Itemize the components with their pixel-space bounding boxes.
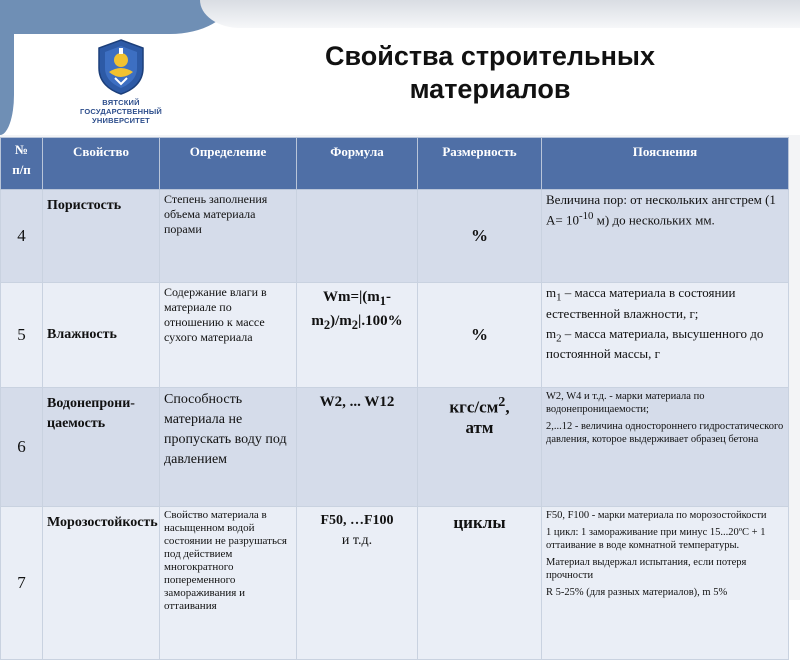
table-row [1,190,789,283]
property-formula: F50, …F100 и т.д. [297,507,418,660]
property-notes [542,507,789,660]
note-line: R 5-25% (для разных материалов), m 5% [546,587,728,598]
note-line: F50, F100 - марки материала по морозостойкости [546,510,767,521]
note-line: 2,...12 - величина одностороннего гидростатического давления, которое выдерживает образец бетона [546,421,784,445]
property-formula [297,190,418,283]
column-header-property: Свойство [43,138,160,190]
header-text: № [14,142,29,157]
property-name: Влажность [43,283,160,388]
property-name: Водонепрони- цаемость [43,388,160,507]
university-crest-icon [95,38,147,96]
university-name-line: ГОСУДАРСТВЕННЫЙ [80,107,162,116]
decorative-swoosh-right [200,0,800,28]
note-line: Величина пор: от нескольких ангстрем (1 $А= 10^{-10}$ м) до нескольких мм. [546,192,776,228]
properties-table-container [0,137,788,612]
note-line: 1 цикл: 1 замораживание при минус 15...20ºC + 1 оттаивание в воде комнатной температуры. [546,527,766,551]
column-header-definition: Определение [160,138,297,190]
header-text: п/п [12,162,31,177]
slide-title [260,40,720,106]
table-row [1,507,789,660]
table-row [1,388,789,507]
university-name [66,98,176,125]
note-line: $m_2$ – масса материала, высушенного до постоянной массы, г [546,325,764,362]
property-definition: Степень заполнения объема материала порами [160,190,297,283]
property-name: Пористость [43,190,160,283]
column-header-formula: Формула [297,138,418,190]
slide-title-line: Свойства строительных [324,41,656,71]
property-notes [542,283,789,388]
note-line: Материал выдержал испытания, если потеря прочности [546,557,747,581]
property-definition: Содержание влаги в материале по отношению к массе сухого материала [160,283,297,388]
table-header-row [1,138,789,190]
column-header-number [1,138,43,190]
university-name-line: ВЯТСКИЙ [102,98,140,107]
row-number: 5 [1,283,43,388]
property-notes [542,190,789,283]
property-notes [542,388,789,507]
university-name-line: УНИВЕРСИТЕТ [92,116,150,125]
column-header-notes: Пояснения [542,138,789,190]
note-line: W2, W4 и т.д. - марки материала по водонепроницаемости; [546,391,705,415]
property-formula: $Wm=|(m_1-m_2)/m_2|.100\%$ [297,283,418,388]
decorative-swoosh-top [0,0,230,34]
property-dimension: кгс/$см^2$, атм [418,388,542,507]
row-number: 7 [1,507,43,660]
properties-table [0,137,789,660]
note-line: $m_1$ – масса материала в состоянии естественной влажности, г; [546,285,736,321]
column-header-dimension: Размерность [418,138,542,190]
university-logo [66,38,176,133]
property-dimension: циклы [418,507,542,660]
slide-title-line: материалов [409,74,571,104]
property-dimension: % [418,190,542,283]
slide-header [0,0,800,135]
property-definition: Свойство материала в насыщенном водой состоянии не разрушаться под действием многократного попеременного замораживания и оттаивания [160,507,297,660]
property-formula: W2, ... W12 [297,388,418,507]
property-dimension: % [418,283,542,388]
row-number: 4 [1,190,43,283]
table-row [1,283,789,388]
property-name: Морозостойкость [43,507,160,660]
row-number: 6 [1,388,43,507]
decorative-swoosh-left [0,20,14,135]
property-definition: Способность материала не пропускать воду под давлением [160,388,297,507]
